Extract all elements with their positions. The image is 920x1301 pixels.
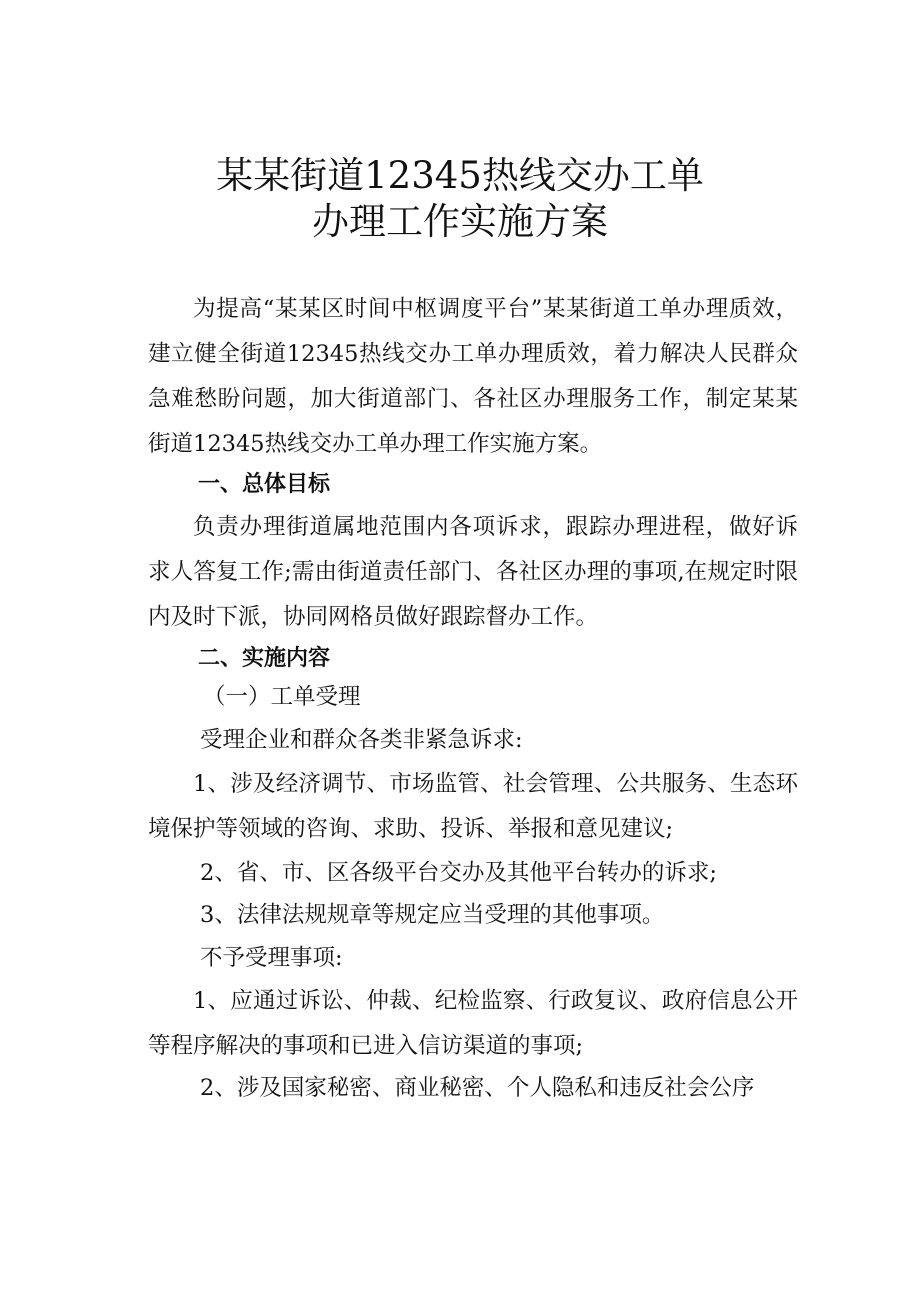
intro-paragraph: 为提高“某某区时间中枢调度平台”某某街道工单办理质效，建立健全街道12345热线交办工单办理质效，着力解决人民群众急难愁盼问题，加大街道部门、各社区办理服务工作，制定某某街道12345热线交办工单办理工作实施方案。 [148, 296, 798, 457]
accept-intro: 受理企业和群众各类非紧急诉求: [200, 727, 523, 753]
accept-item-1: 1、涉及经济调节、市场监管、社会管理、公共服务、生态环境保护等领域的咨询、求助、投诉、举报和意见建议; [148, 771, 798, 842]
section-1-body: 负责办理街道属地范围内各项诉求，跟踪办理进程，做好诉求人答复工作;需由街道责任部门、各社区办理的事项,在规定时限内及时下派，协同网格员做好跟踪督办工作。 [148, 514, 798, 630]
document-title-line-2: 办理工作实施方案 [312, 200, 608, 243]
reject-item-2: 2、涉及国家秘密、商业秘密、个人隐私和违反社会公序 [200, 1075, 755, 1101]
accept-item-3: 3、法律法规规章等规定应当受理的其他事项。 [200, 902, 665, 928]
section-2-heading: 二、实施内容 [198, 646, 331, 671]
reject-item-1: 1、应通过诉讼、仲裁、纪检监察、行政复议、政府信息公开等程序解决的事项和已进入信访渠道的事项; [148, 988, 798, 1059]
subsection-heading: （一）工单受理 [203, 684, 361, 710]
accept-item-2: 2、省、市、区各级平台交办及其他平台转办的诉求; [200, 860, 717, 886]
section-1-heading: 一、总体目标 [198, 472, 331, 497]
reject-intro: 不予受理事项: [200, 945, 343, 971]
document-title-line-1: 某某街道12345热线交办工单 [216, 154, 704, 197]
